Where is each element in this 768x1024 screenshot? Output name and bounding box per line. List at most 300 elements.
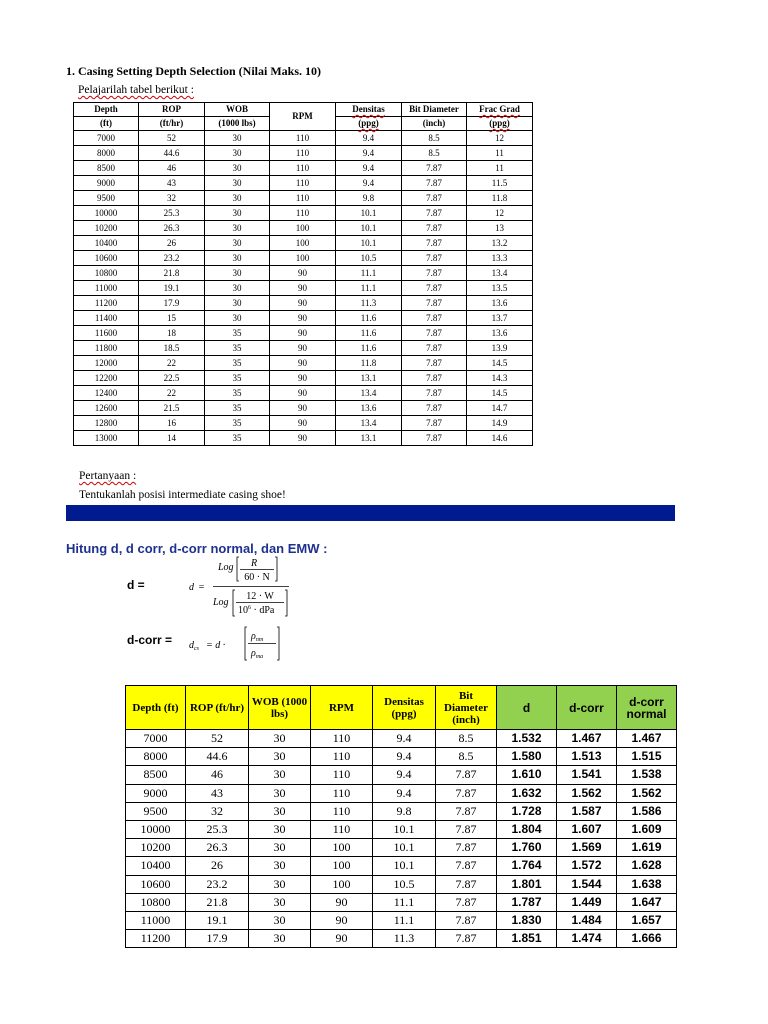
table-cell: 11.1	[373, 911, 436, 929]
table-cell: 1.760	[497, 839, 557, 857]
svg-text:dcs	[189, 640, 200, 652]
table-cell: 12000	[74, 356, 139, 371]
table-cell: 100	[270, 251, 336, 266]
formula-d-r: R	[250, 558, 258, 569]
table1-header-cell: Depth	[74, 103, 139, 117]
table1-header-cell: WOB	[205, 103, 270, 117]
calc-section-title: Hitung d, d corr, d-corr normal, dan EMW :	[66, 541, 328, 556]
table2-header-cell: Densitas (ppg)	[373, 686, 436, 730]
table-cell: 13.6	[467, 296, 533, 311]
table-cell: 7.87	[402, 266, 467, 281]
table-cell: 1.580	[497, 748, 557, 766]
table-cell: 8.5	[436, 730, 497, 748]
table2-header-cell: d	[497, 686, 557, 730]
table-cell: 14.3	[467, 371, 533, 386]
table-cell: 18.5	[139, 341, 205, 356]
table-cell: 12	[467, 131, 533, 146]
table-cell: 22.5	[139, 371, 205, 386]
formula-dcorr-rho-top: ρ	[251, 631, 256, 642]
table1-header-unit: (ft)	[74, 117, 139, 131]
table-cell: 12	[467, 206, 533, 221]
table-cell: 9000	[126, 784, 186, 802]
table-row	[126, 839, 677, 857]
table-cell: 7.87	[402, 431, 467, 446]
formula-dcorr-bot-sub: ma	[255, 654, 264, 660]
table-cell: 1.562	[557, 784, 617, 802]
table-cell: 43	[139, 176, 205, 191]
table-cell: 1.515	[617, 748, 677, 766]
table-cell: 10800	[126, 893, 186, 911]
table-cell: 1.666	[617, 930, 677, 948]
table-cell: 10800	[74, 266, 139, 281]
table-cell: 11600	[74, 326, 139, 341]
table2-header-cell: RPM	[311, 686, 373, 730]
svg-text:ρma	[250, 648, 263, 660]
table-cell: 8.5	[402, 131, 467, 146]
table-cell: 35	[205, 431, 270, 446]
table-cell: 14.6	[467, 431, 533, 446]
table-row	[74, 326, 533, 341]
table-cell: 10400	[74, 236, 139, 251]
table-cell: 9.4	[336, 176, 402, 191]
table-cell: 110	[311, 820, 373, 838]
table-cell: 10.1	[373, 839, 436, 857]
table-cell: 1.628	[617, 857, 677, 875]
table-cell: 7.87	[436, 802, 497, 820]
table-cell: 1.728	[497, 802, 557, 820]
table-cell: 110	[270, 206, 336, 221]
table-cell: 9.4	[336, 161, 402, 176]
table-cell: 7.87	[436, 911, 497, 929]
table2-body	[126, 730, 677, 948]
table-cell: 1.474	[557, 930, 617, 948]
table-cell: 9.4	[336, 131, 402, 146]
table-cell: 7.87	[402, 401, 467, 416]
table-cell: 35	[205, 386, 270, 401]
table-cell: 7.87	[402, 236, 467, 251]
table-cell: 90	[270, 401, 336, 416]
table-row	[126, 748, 677, 766]
table-cell: 30	[205, 191, 270, 206]
table-row	[74, 266, 533, 281]
table-cell: 1.607	[557, 820, 617, 838]
formula-d-log-bottom: Log	[213, 597, 229, 608]
table1-header-cell: Densitas	[336, 103, 402, 117]
table-cell: 100	[311, 875, 373, 893]
dcorr-formula	[189, 624, 289, 664]
table-cell: 13.2	[467, 236, 533, 251]
table-cell: 10.1	[336, 206, 402, 221]
table-cell: 30	[249, 802, 311, 820]
table-cell: 110	[311, 784, 373, 802]
table-cell: 7.87	[436, 930, 497, 948]
table-cell: 10000	[74, 206, 139, 221]
table-row	[126, 911, 677, 929]
table-cell: 13.7	[467, 311, 533, 326]
table-cell: 13.6	[467, 326, 533, 341]
table-cell: 7.87	[402, 191, 467, 206]
table-cell: 19.1	[186, 911, 249, 929]
table-cell: 7.87	[402, 251, 467, 266]
table-cell: 13	[467, 221, 533, 236]
table1-header-unit: (inch)	[402, 117, 467, 131]
table-cell: 7.87	[402, 326, 467, 341]
table-cell: 12600	[74, 401, 139, 416]
table-row	[126, 820, 677, 838]
table-cell: 10400	[126, 857, 186, 875]
formula-d-10: 10	[238, 605, 248, 616]
question-intro: Pelajarilah tabel berikut :	[78, 84, 194, 96]
table-cell: 90	[311, 911, 373, 929]
table-row	[74, 236, 533, 251]
table-cell: 7.87	[402, 281, 467, 296]
table-cell: 10.5	[336, 251, 402, 266]
table-cell: 30	[249, 930, 311, 948]
table-cell: 10.5	[373, 875, 436, 893]
table-cell: 30	[205, 131, 270, 146]
table2-header-cell: Depth (ft)	[126, 686, 186, 730]
table-cell: 35	[205, 401, 270, 416]
table-cell: 11.5	[467, 176, 533, 191]
table-row	[74, 281, 533, 296]
table-cell: 90	[270, 416, 336, 431]
table-cell: 9.4	[373, 766, 436, 784]
table-row	[74, 251, 533, 266]
table-cell: 110	[270, 161, 336, 176]
table-cell: 11	[467, 161, 533, 176]
svg-text:=: =	[198, 582, 205, 593]
table-cell: 100	[311, 857, 373, 875]
table-cell: 7.87	[436, 839, 497, 857]
table-cell: 12800	[74, 416, 139, 431]
table-cell: 7.87	[402, 206, 467, 221]
table-cell: 7.87	[436, 784, 497, 802]
table-cell: 13.1	[336, 431, 402, 446]
table-cell: 14.7	[467, 401, 533, 416]
table-cell: 11.3	[373, 930, 436, 948]
table-row	[126, 730, 677, 748]
table-cell: 35	[205, 371, 270, 386]
table-cell: 35	[205, 416, 270, 431]
table-row	[126, 930, 677, 948]
table-cell: 1.851	[497, 930, 557, 948]
table-cell: 90	[270, 311, 336, 326]
table-cell: 1.541	[557, 766, 617, 784]
table-cell: 35	[205, 341, 270, 356]
table-row	[74, 131, 533, 146]
table-cell: 110	[311, 766, 373, 784]
table-cell: 7.87	[436, 820, 497, 838]
table-cell: 17.9	[186, 930, 249, 948]
table-cell: 30	[249, 839, 311, 857]
table-cell: 23.2	[139, 251, 205, 266]
table-cell: 8.5	[402, 146, 467, 161]
table-cell: 21.8	[139, 266, 205, 281]
formula-dcorr-top-sub: nm	[255, 637, 264, 643]
table-cell: 13.9	[467, 341, 533, 356]
table-cell: 7.87	[402, 161, 467, 176]
table-cell: 30	[249, 875, 311, 893]
table-cell: 7.87	[402, 176, 467, 191]
table-cell: 52	[139, 131, 205, 146]
table-cell: 11.6	[336, 311, 402, 326]
table-cell: 22	[139, 386, 205, 401]
table-cell: 30	[205, 161, 270, 176]
table1-header-cell: Bit Diameter	[402, 103, 467, 117]
table-cell: 90	[270, 296, 336, 311]
table-cell: 16	[139, 416, 205, 431]
table-cell: 8000	[74, 146, 139, 161]
table-cell: 1.467	[557, 730, 617, 748]
table-cell: 9.4	[373, 730, 436, 748]
table-cell: 30	[205, 251, 270, 266]
table-cell: 10.1	[373, 857, 436, 875]
table2-header-cell: WOB (1000 lbs)	[249, 686, 311, 730]
table-cell: 7.87	[436, 875, 497, 893]
table1-header-cell: Frac Grad	[467, 103, 533, 117]
table-cell: 7.87	[436, 857, 497, 875]
table-cell: 30	[205, 236, 270, 251]
table-row	[126, 766, 677, 784]
table-cell: 9.4	[373, 784, 436, 802]
table-cell: 21.5	[139, 401, 205, 416]
table-cell: 26.3	[139, 221, 205, 236]
table-cell: 1.538	[617, 766, 677, 784]
table-cell: 1.587	[557, 802, 617, 820]
table-row	[126, 857, 677, 875]
table-cell: 10.1	[336, 236, 402, 251]
table-cell: 1.569	[557, 839, 617, 857]
table-cell: 30	[205, 311, 270, 326]
table-cell: 90	[270, 431, 336, 446]
table-cell: 90	[270, 281, 336, 296]
table-cell: 1.467	[617, 730, 677, 748]
table-cell: 7.87	[402, 386, 467, 401]
d-exponent-results-table	[125, 685, 677, 948]
table-cell: 7.87	[402, 296, 467, 311]
table-cell: 9500	[126, 802, 186, 820]
table-cell: 11.1	[336, 281, 402, 296]
table-cell: 7000	[126, 730, 186, 748]
formula-d-lhs: d	[189, 582, 194, 593]
table-cell: 26.3	[186, 839, 249, 857]
table-cell: 30	[249, 748, 311, 766]
table-cell: 110	[270, 176, 336, 191]
table-cell: 7.87	[402, 311, 467, 326]
table-cell: 9.4	[336, 146, 402, 161]
table-cell: 14	[139, 431, 205, 446]
table-cell: 10200	[126, 839, 186, 857]
table-cell: 90	[270, 326, 336, 341]
table-cell: 12200	[74, 371, 139, 386]
table-cell: 11200	[74, 296, 139, 311]
table-cell: 110	[311, 730, 373, 748]
table-cell: 30	[205, 146, 270, 161]
table-cell: 10600	[74, 251, 139, 266]
table-cell: 13.4	[336, 386, 402, 401]
table2-header-cell: d-corr	[557, 686, 617, 730]
table1-header-unit: (ft/hr)	[139, 117, 205, 131]
table-cell: 30	[205, 206, 270, 221]
table-cell: 1.484	[557, 911, 617, 929]
table-cell: 1.801	[497, 875, 557, 893]
table-cell: 11	[467, 146, 533, 161]
table-cell: 46	[186, 766, 249, 784]
table-cell: 11200	[126, 930, 186, 948]
table-cell: 10.1	[336, 221, 402, 236]
table-cell: 1.632	[497, 784, 557, 802]
table-cell: 32	[186, 802, 249, 820]
formula-d-exp: 6	[248, 605, 251, 611]
table-cell: 14.5	[467, 386, 533, 401]
table-cell: 13000	[74, 431, 139, 446]
table-cell: 7.87	[402, 371, 467, 386]
table-cell: 110	[270, 146, 336, 161]
table-row	[74, 161, 533, 176]
table-cell: 44.6	[186, 748, 249, 766]
svg-text:ρnm	[250, 631, 264, 643]
table-cell: 23.2	[186, 875, 249, 893]
table-cell: 35	[205, 356, 270, 371]
table-cell: 13.1	[336, 371, 402, 386]
table-cell: 1.647	[617, 893, 677, 911]
question-title: 1. Casing Setting Depth Selection (Nilai Maks. 10)	[66, 64, 321, 78]
table-cell: 46	[139, 161, 205, 176]
formula-dcorr-eq: = d ·	[206, 640, 226, 651]
table-cell: 52	[186, 730, 249, 748]
table-row	[74, 341, 533, 356]
table-cell: 1.513	[557, 748, 617, 766]
table-cell: 1.572	[557, 857, 617, 875]
table-cell: 1.586	[617, 802, 677, 820]
table-cell: 11.1	[336, 266, 402, 281]
table-cell: 8500	[74, 161, 139, 176]
table-cell: 30	[249, 730, 311, 748]
table-cell: 25.3	[186, 820, 249, 838]
table-cell: 1.609	[617, 820, 677, 838]
table-cell: 11.3	[336, 296, 402, 311]
table-cell: 18	[139, 326, 205, 341]
table-row	[126, 802, 677, 820]
table-cell: 30	[249, 857, 311, 875]
table-cell: 90	[270, 266, 336, 281]
table1-body	[74, 131, 533, 446]
table-cell: 8000	[126, 748, 186, 766]
table-cell: 90	[311, 930, 373, 948]
table2-header-cell: Bit Diameter (inch)	[436, 686, 497, 730]
table-cell: 17.9	[139, 296, 205, 311]
table-cell: 30	[249, 766, 311, 784]
table-row	[74, 371, 533, 386]
table2-header-cell: d-corr normal	[617, 686, 677, 730]
table-cell: 1.449	[557, 893, 617, 911]
table-cell: 9.8	[373, 802, 436, 820]
table1-header-unit: (ppg)	[336, 117, 402, 131]
table1-header-cell: ROP	[139, 103, 205, 117]
table-cell: 7.87	[402, 416, 467, 431]
casing-data-table	[73, 102, 533, 446]
table-cell: 7.87	[436, 893, 497, 911]
table-cell: 7.87	[436, 766, 497, 784]
table-cell: 9.8	[336, 191, 402, 206]
table-cell: 13.5	[467, 281, 533, 296]
table-cell: 14.9	[467, 416, 533, 431]
table-cell: 9000	[74, 176, 139, 191]
table-cell: 100	[311, 839, 373, 857]
table-cell: 1.610	[497, 766, 557, 784]
table-cell: 44.6	[139, 146, 205, 161]
table-cell: 110	[311, 802, 373, 820]
table-cell: 7.87	[402, 341, 467, 356]
table-cell: 11000	[126, 911, 186, 929]
table1-header-unit: (ppg)	[467, 117, 533, 131]
table-cell: 1.657	[617, 911, 677, 929]
table-row	[74, 221, 533, 236]
dcorr-formula-label: d-corr =	[127, 633, 173, 647]
d-exponent-formula	[189, 553, 299, 619]
formula-d-12w: 12 · W	[246, 591, 274, 602]
table-cell: 110	[311, 748, 373, 766]
table-cell: 1.544	[557, 875, 617, 893]
table-row	[74, 206, 533, 221]
table-cell: 90	[270, 356, 336, 371]
table-cell: 1.532	[497, 730, 557, 748]
table-cell: 30	[249, 911, 311, 929]
table-cell: 11.6	[336, 341, 402, 356]
formula-dcorr-lhs: d	[189, 640, 194, 651]
table-cell: 1.830	[497, 911, 557, 929]
table-row	[74, 176, 533, 191]
table-row	[74, 296, 533, 311]
table-cell: 30	[205, 281, 270, 296]
table-cell: 30	[249, 820, 311, 838]
table1-header-row-1	[74, 103, 533, 117]
table-cell: 1.804	[497, 820, 557, 838]
table-cell: 100	[270, 236, 336, 251]
table-cell: 30	[249, 784, 311, 802]
table-row	[74, 356, 533, 371]
table-cell: 110	[270, 131, 336, 146]
table-cell: 43	[186, 784, 249, 802]
table-cell: 1.562	[617, 784, 677, 802]
table-cell: 8500	[126, 766, 186, 784]
table-cell: 13.4	[336, 416, 402, 431]
formula-d-60n: 60 · N	[244, 572, 270, 583]
formula-dcorr-rho-bot: ρ	[251, 648, 256, 659]
table-cell: 90	[270, 386, 336, 401]
table-cell: 12400	[74, 386, 139, 401]
table-cell: 13.3	[467, 251, 533, 266]
table-cell: 30	[205, 266, 270, 281]
table-row	[126, 893, 677, 911]
table-cell: 10600	[126, 875, 186, 893]
table-row	[74, 386, 533, 401]
table-cell: 11000	[74, 281, 139, 296]
table-cell: 26	[186, 857, 249, 875]
table-cell: 30	[249, 893, 311, 911]
table-cell: 1.787	[497, 893, 557, 911]
table1-header-unit: (1000 lbs)	[205, 117, 270, 131]
table-row	[74, 146, 533, 161]
table-cell: 25.3	[139, 206, 205, 221]
section-divider-bar	[66, 505, 675, 521]
table-cell: 19.1	[139, 281, 205, 296]
table-row	[74, 431, 533, 446]
table-cell: 9500	[74, 191, 139, 206]
table-cell: 15	[139, 311, 205, 326]
table-row	[126, 784, 677, 802]
table-cell: 10000	[126, 820, 186, 838]
